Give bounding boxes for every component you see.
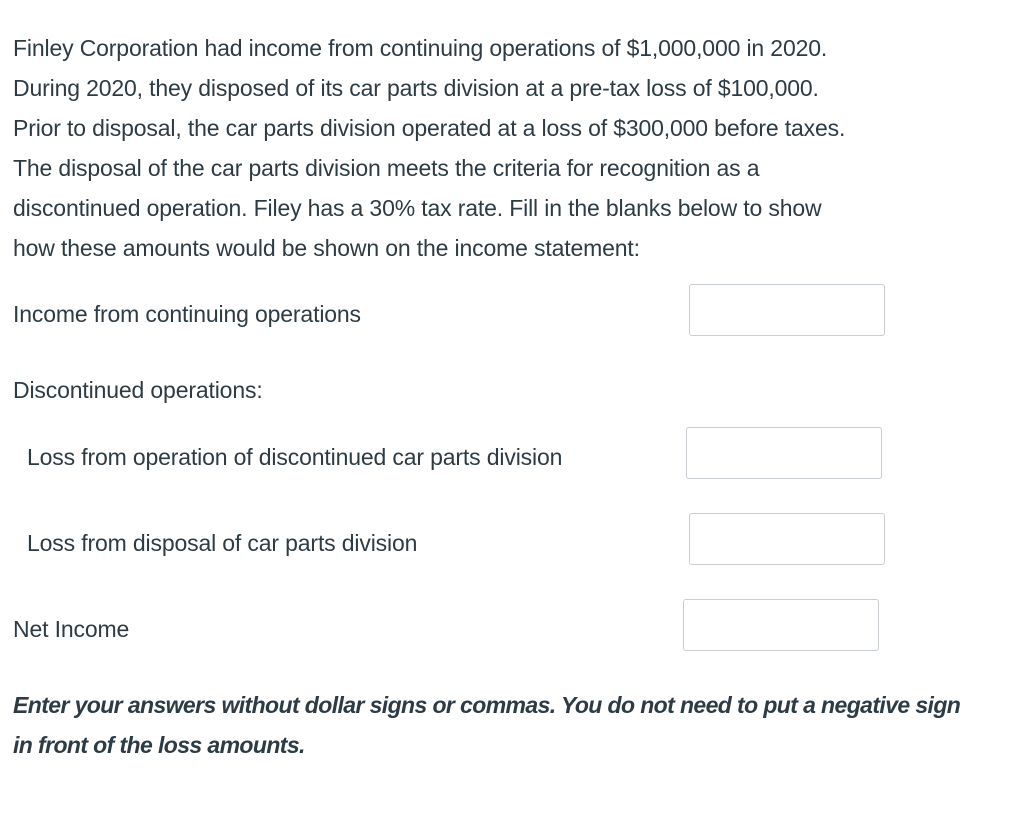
net-income-label: Net Income xyxy=(13,616,130,642)
disposal-loss-label: Loss from disposal of car parts division xyxy=(27,530,418,556)
question-prompt xyxy=(13,28,1013,268)
prompt-line: During 2020, they disposed of its car parts division at a pre-tax loss of $100,000. xyxy=(13,75,819,101)
prompt-line: discontinued operation. Filey has a 30% tax rate. Fill in the blanks below to show xyxy=(13,195,822,221)
instructions-line: in front of the loss amounts. xyxy=(13,732,305,758)
prompt-line: The disposal of the car parts division meets the criteria for recognition as a xyxy=(13,155,760,181)
continuing-operations-label: Income from continuing operations xyxy=(13,301,361,327)
operation-loss-label: Loss from operation of discontinued car parts division xyxy=(27,444,563,470)
discontinued-operations-header: Discontinued operations: xyxy=(13,377,263,403)
prompt-line: Prior to disposal, the car parts division operated at a loss of $300,000 before taxes. xyxy=(13,115,846,141)
answer-instructions xyxy=(13,685,1013,765)
net-income-input[interactable] xyxy=(683,599,879,651)
continuing-operations-input[interactable] xyxy=(689,284,885,336)
operation-loss-input[interactable] xyxy=(686,427,882,479)
disposal-loss-input[interactable] xyxy=(689,513,885,565)
prompt-line: Finley Corporation had income from continuing operations of $1,000,000 in 2020. xyxy=(13,35,828,61)
instructions-line: Enter your answers without dollar signs or commas. You do not need to put a negative sign xyxy=(13,692,961,718)
prompt-line: how these amounts would be shown on the income statement: xyxy=(13,235,640,261)
